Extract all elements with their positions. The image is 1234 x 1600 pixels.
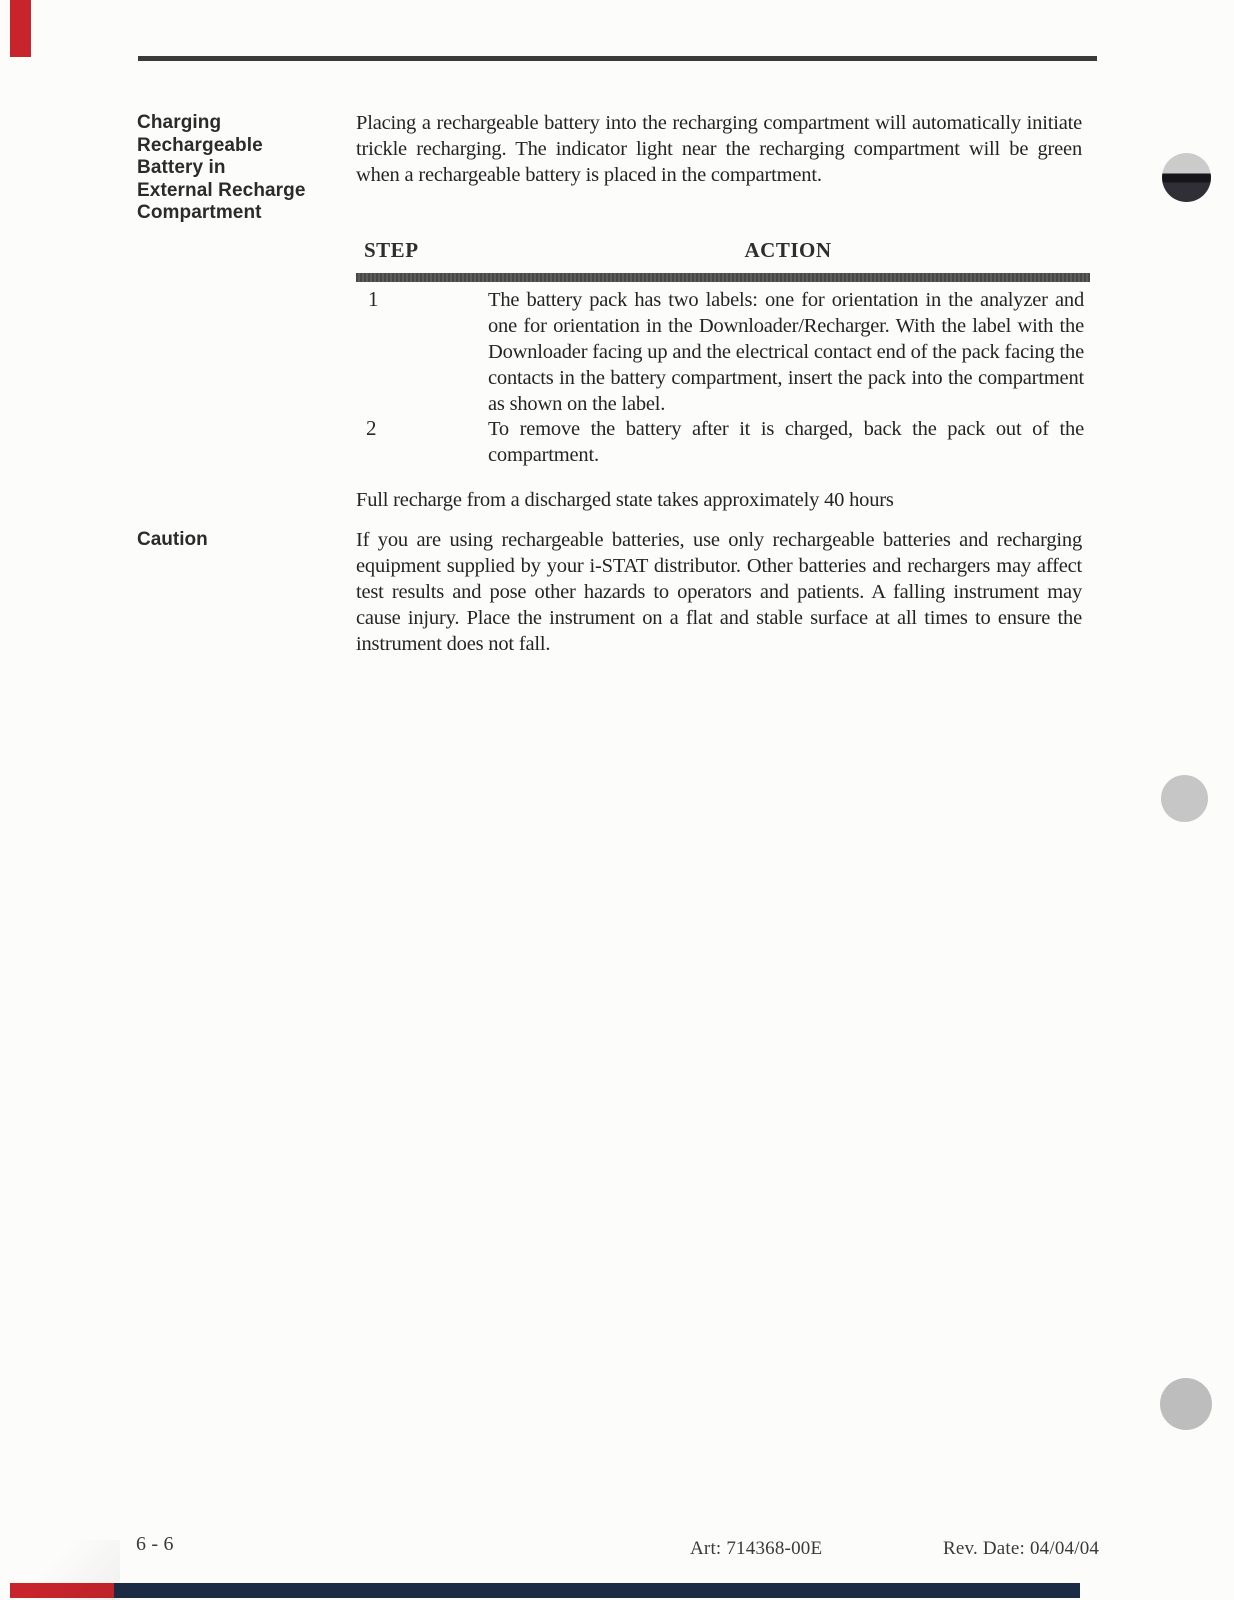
recharge-note: Full recharge from a discharged state takes approximately 40 hours (356, 489, 894, 511)
section-heading-line: Rechargeable (137, 134, 263, 156)
section-tab-red-top (10, 0, 31, 57)
step-action-text: The battery pack has two labels: one for orientation in the analyzer and one for orientation in the Downloader/Recharger. With the label with the Downloader facing up and the electrical contact end of the pack facing the contacts in the battery compartment, insert the pack into the compartment as shown on the label. (488, 289, 1084, 415)
table-header-rule (356, 273, 1090, 282)
step-action-text: To remove the battery after it is charged, back the pack out of the compartment. (488, 418, 1084, 466)
intro-paragraph: Placing a rechargeable battery into the recharging compartment will automatically initiate trickle recharging. The indicator light near the recharging compartment will be green when a rechargeable battery is placed in the compartment. (356, 112, 1082, 186)
punch-hole (1162, 153, 1211, 202)
section-heading-line: External Recharge (137, 179, 306, 201)
section-heading-line: Battery in (137, 157, 226, 178)
footer-rev-date: Rev. Date: 04/04/04 (943, 1538, 1100, 1559)
section-heading (137, 112, 347, 225)
footer-art-number: Art: 714368-00E (690, 1538, 823, 1559)
section-heading-line: Compartment (137, 202, 262, 223)
punch-hole (1160, 1378, 1212, 1430)
step-number: 1 (368, 287, 379, 311)
scan-shadow (0, 1540, 120, 1600)
footer-page-number: 6 - 6 (136, 1533, 174, 1555)
caution-paragraph: If you are using rechargeable batteries, use only rechargeable batteries and recharging equipment supplied by your i-STAT distributor. Other batteries and rechargers may affect test results and pose other hazards to operators and patients. A falling instrument may cause injury. Place the instrument on a flat and stable surface at all times to ensure the instrument does not fall. (356, 529, 1082, 655)
caution-label: Caution (137, 529, 208, 550)
table-header-step: STEP (364, 238, 419, 262)
section-heading-line: Charging (137, 112, 222, 133)
step-number: 2 (366, 416, 377, 440)
punch-hole (1161, 775, 1208, 822)
footer-bar-navy (114, 1583, 1080, 1598)
table-header-action: ACTION (744, 238, 832, 262)
header-rule (138, 56, 1097, 61)
